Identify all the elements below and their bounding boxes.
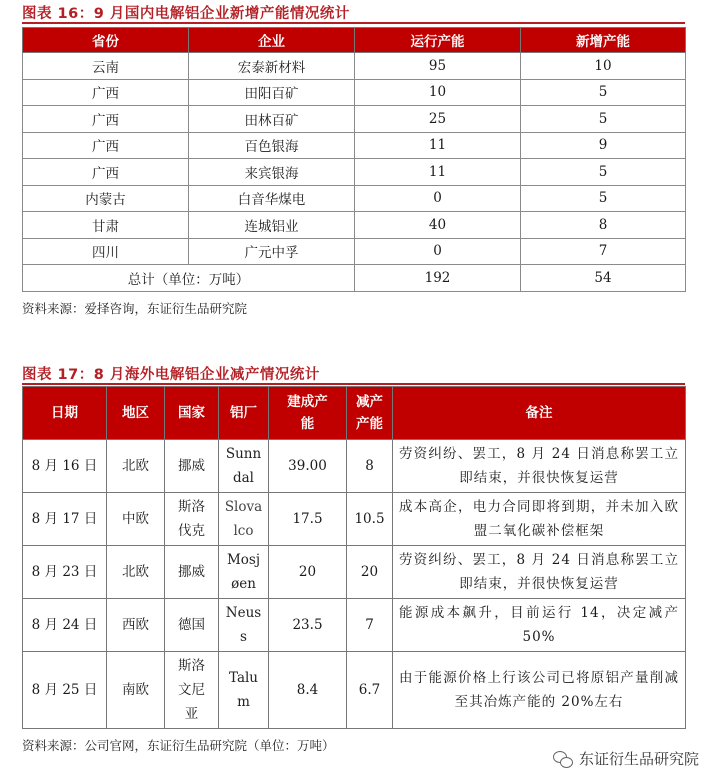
province-cell: 内蒙古 (23, 185, 189, 212)
table2-title: 图表 17：8 月海外电解铝企业减产情况统计 (22, 367, 320, 383)
table-row (23, 212, 686, 239)
smelter-cell: Slovalco (219, 493, 269, 546)
table1-source: 资料来源：爱择咨询，东证衍生品研究院 (22, 301, 248, 316)
total-running-capacity: 192 (355, 265, 521, 292)
built-capacity-cell: 20 (269, 546, 347, 599)
region-cell: 中欧 (107, 493, 165, 546)
table-row (23, 185, 686, 212)
remarks-cell: 由于能源价格上行该公司已将原铝产量削减至其冶炼产能的 20%左右 (393, 652, 686, 729)
province-cell: 广西 (23, 159, 189, 186)
new-capacity-cell: 5 (521, 106, 686, 133)
built-capacity-cell: 23.5 (269, 599, 347, 652)
built-capacity-cell: 8.4 (269, 652, 347, 729)
running-capacity-cell: 25 (355, 106, 521, 133)
table-row (23, 652, 686, 729)
running-capacity-cell: 40 (355, 212, 521, 239)
total-row (23, 265, 686, 292)
table1-header-running-capacity: 运行产能 (355, 28, 521, 53)
province-cell: 四川 (23, 238, 189, 265)
domestic-capacity-table (22, 27, 686, 292)
smelter-cell: Sunndal (219, 440, 269, 493)
company-cell: 来宾银海 (189, 159, 355, 186)
company-cell: 连城铝业 (189, 212, 355, 239)
total-label: 总计（单位：万吨） (23, 265, 355, 292)
table2-header-cut-capacity: 减产产能 (347, 387, 393, 440)
province-cell: 云南 (23, 53, 189, 80)
new-capacity-cell: 9 (521, 132, 686, 159)
cut-capacity-cell: 7 (347, 599, 393, 652)
smelter-cell: Talum (219, 652, 269, 729)
running-capacity-cell: 11 (355, 159, 521, 186)
table-row (23, 599, 686, 652)
date-cell: 8 月 24 日 (23, 599, 107, 652)
cut-capacity-cell: 8 (347, 440, 393, 493)
region-cell: 南欧 (107, 652, 165, 729)
table2-title-rule (22, 383, 685, 385)
table2-header-date: 日期 (23, 387, 107, 440)
region-cell: 北欧 (107, 440, 165, 493)
province-cell: 广西 (23, 106, 189, 133)
new-capacity-cell: 10 (521, 53, 686, 80)
region-cell: 北欧 (107, 546, 165, 599)
remarks-cell: 劳资纠纷、罢工，8 月 24 日消息称罢工立即结束，并很快恢复运营 (393, 440, 686, 493)
table-row (23, 546, 686, 599)
country-cell: 挪威 (165, 546, 219, 599)
smelter-cell: Mosjøen (219, 546, 269, 599)
watermark-text: 东证衍生品研究院 (578, 750, 699, 768)
remarks-cell: 能源成本飙升，目前运行 14，决定减产 50% (393, 599, 686, 652)
country-cell: 挪威 (165, 440, 219, 493)
cut-capacity-cell: 20 (347, 546, 393, 599)
date-cell: 8 月 17 日 (23, 493, 107, 546)
province-cell: 广西 (23, 132, 189, 159)
table2-header-row (23, 387, 686, 440)
total-new-capacity: 54 (521, 265, 686, 292)
table2-source: 资料来源：公司官网，东证衍生品研究院（单位：万吨） (22, 738, 335, 753)
table1-header-row (23, 28, 686, 53)
wechat-icon (553, 750, 573, 768)
new-capacity-cell: 8 (521, 212, 686, 239)
running-capacity-cell: 95 (355, 53, 521, 80)
company-cell: 广元中孚 (189, 238, 355, 265)
company-cell: 百色银海 (189, 132, 355, 159)
running-capacity-cell: 11 (355, 132, 521, 159)
smelter-cell: Neuss (219, 599, 269, 652)
running-capacity-cell: 0 (355, 238, 521, 265)
new-capacity-cell: 5 (521, 79, 686, 106)
table1-title-rule (22, 22, 685, 24)
table2-header-country: 国家 (165, 387, 219, 440)
region-cell: 西欧 (107, 599, 165, 652)
table2-header-built-capacity: 建成产能 (269, 387, 347, 440)
new-capacity-cell: 5 (521, 185, 686, 212)
country-cell: 斯洛文尼亚 (165, 652, 219, 729)
date-cell: 8 月 23 日 (23, 546, 107, 599)
table-row (23, 106, 686, 133)
province-cell: 广西 (23, 79, 189, 106)
running-capacity-cell: 0 (355, 185, 521, 212)
province-cell: 甘肃 (23, 212, 189, 239)
table1-header-new-capacity: 新增产能 (521, 28, 686, 53)
built-capacity-cell: 17.5 (269, 493, 347, 546)
country-cell: 德国 (165, 599, 219, 652)
date-cell: 8 月 16 日 (23, 440, 107, 493)
table-row (23, 132, 686, 159)
company-cell: 宏泰新材料 (189, 53, 355, 80)
table2-header-remarks: 备注 (393, 387, 686, 440)
table-row (23, 493, 686, 546)
company-cell: 田阳百矿 (189, 79, 355, 106)
table-row (23, 159, 686, 186)
table1-header-company: 企业 (189, 28, 355, 53)
company-cell: 田林百矿 (189, 106, 355, 133)
table2-header-region: 地区 (107, 387, 165, 440)
remarks-cell: 劳资纠纷、罢工，8 月 24 日消息称罢工立即结束，并很快恢复运营 (393, 546, 686, 599)
cut-capacity-cell: 10.5 (347, 493, 393, 546)
new-capacity-cell: 7 (521, 238, 686, 265)
table-row (23, 53, 686, 80)
company-cell: 白音华煤电 (189, 185, 355, 212)
remarks-cell: 成本高企，电力合同即将到期，并未加入欧盟二氧化碳补偿框架 (393, 493, 686, 546)
table-row (23, 440, 686, 493)
table-row (23, 238, 686, 265)
running-capacity-cell: 10 (355, 79, 521, 106)
overseas-cut-table (22, 386, 686, 729)
table1-header-province: 省份 (23, 28, 189, 53)
new-capacity-cell: 5 (521, 159, 686, 186)
built-capacity-cell: 39.00 (269, 440, 347, 493)
table-row (23, 79, 686, 106)
cut-capacity-cell: 6.7 (347, 652, 393, 729)
table2-header-smelter: 铝厂 (219, 387, 269, 440)
watermark (553, 748, 699, 769)
date-cell: 8 月 25 日 (23, 652, 107, 729)
country-cell: 斯洛伐克 (165, 493, 219, 546)
table1-title: 图表 16：9 月国内电解铝企业新增产能情况统计 (22, 6, 350, 22)
